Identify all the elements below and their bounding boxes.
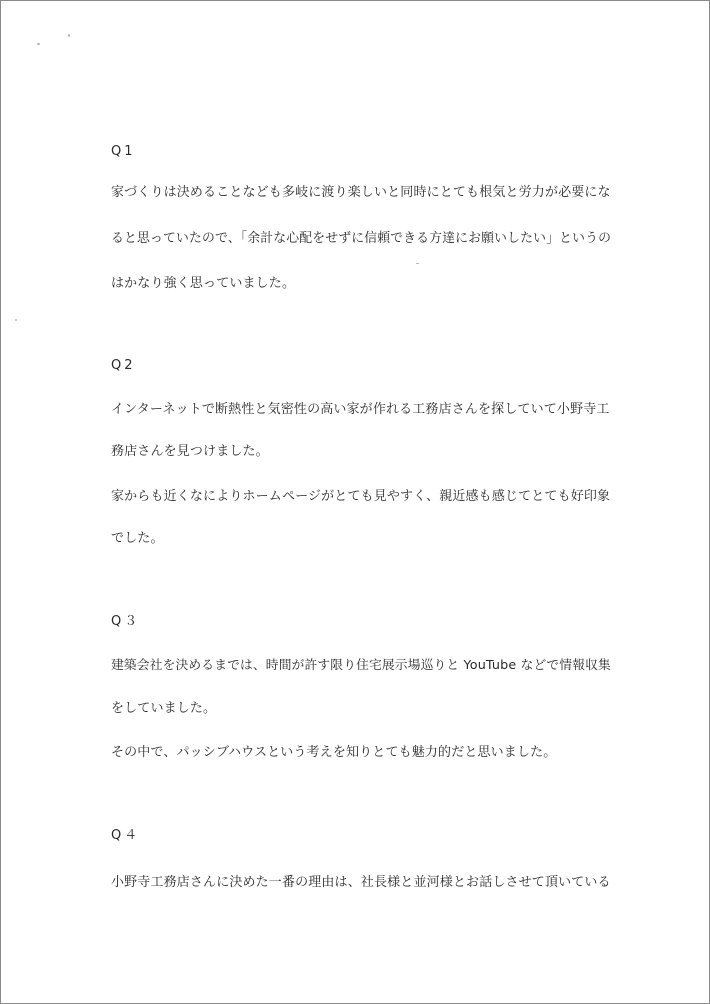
question-label-q4: Q４ <box>111 828 141 843</box>
scan-speck <box>416 263 419 264</box>
answer-line: 家づくりは決めることなども多岐に渡り楽しいと同時にとても根気と労力が必要にな <box>111 185 611 200</box>
answer-line: をしていました。 <box>111 701 217 716</box>
scan-speck <box>37 43 40 45</box>
answer-line: ると思っていたので、「余計な心配をせずに信頼できる方達にお願いしたい」というの <box>111 231 612 246</box>
question-label-q2: Q2 <box>111 358 136 373</box>
answer-line: はかなり強く思っていました。 <box>111 276 296 291</box>
answer-line: 小野寺工務店さんに決めた一番の理由は、社長様と並河様とお話しさせて頂いている <box>111 875 611 890</box>
question-label-q3: Q３ <box>111 614 141 629</box>
answer-line: 務店さんを見つけました。 <box>111 444 269 459</box>
scan-speck <box>15 319 17 321</box>
answer-line: インターネットで断熱性と気密性の高い家が作れる工務店さんを探していて小野寺工 <box>111 402 610 417</box>
question-label-q1: Q1 <box>111 144 136 159</box>
scan-speck <box>68 34 70 37</box>
answer-line: その中で、パッシブハウスという考えを知りとても魅力的だと思いました。 <box>111 745 557 760</box>
answer-line: 建築会社を決めるまでは、時間が許す限り住宅展示場巡りと YouTube などで情報収集 <box>111 658 611 673</box>
answer-line: でした。 <box>111 531 164 546</box>
answer-line: 家からも近くなによりホームページがとても見やすく、親近感も感じてとても好印象 <box>111 489 611 504</box>
